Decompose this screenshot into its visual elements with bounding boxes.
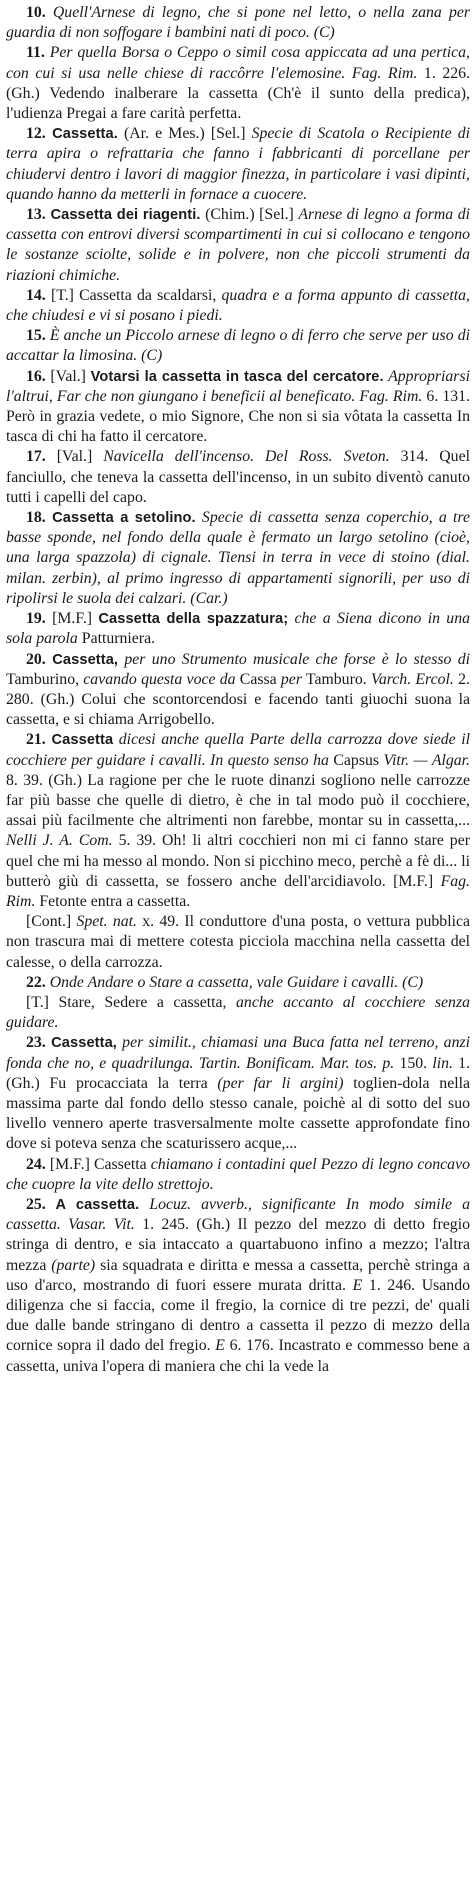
entry-citation: 1. (Gh.) Fu procacciata la terra [6, 1054, 471, 1092]
entry-citation: 1. 245. (Gh.) Il pezzo del mezzo di detto fregio stringa di dentro, e sia intaccato a quartabuono infino a mezzo; l'altra mezza [6, 1216, 470, 1274]
entry-definition: (parte) [46, 1256, 96, 1274]
entry-tag: [M.F.] [45, 610, 99, 628]
entry-definition: Navicella dell'incenso. Del Ross. Sveton. [103, 448, 390, 466]
entry-citation-source: Nelli J. A. Com. [6, 832, 113, 850]
entry-17 [6, 447, 470, 508]
entry-citation-source: E [210, 1337, 225, 1355]
entry-headword: Cassetta a setolino. [45, 510, 196, 527]
entry-citation: 5. 39. Oh! li altri cocchieri non mi ci fanno stare per quel che mi ha messo al mondo. Non si picchino meco, perchè a fè di... li butterò giù di cassetta, se fossero anche dell'arcidiavolo. [M.F.] [6, 832, 470, 890]
entry-headword: Cassetta [45, 732, 114, 749]
entry-citation-source: Varch. Ercol. [366, 670, 454, 688]
entry-number: 16. [26, 367, 46, 385]
entry-definition: per uno Strumento musicale che forse è lo stesso di [118, 650, 470, 668]
entry-tag: (Ar. e Mes.) [Sel.] [117, 125, 252, 143]
entry-definition: quadra e a forma appunto di cassetta, che chiudesi e vi si posano i piedi. [6, 286, 470, 325]
entry-number: 13. [26, 206, 46, 224]
entry-tag: [T.] Cassetta da scaldarsi, [45, 286, 222, 304]
entry-18 [6, 508, 470, 609]
entry-definition: cavando questa voce da [79, 670, 236, 688]
entry-definition: Arnese di legno a forma di cassetta con entrovi diversi scompartimenti in cui si collocano e tengono le sostanze sciolte, solide e in polvere, non che piccoli strumenti da riazioni chimiche. [6, 206, 470, 284]
entry-number: 10. [26, 4, 46, 21]
entry-number: 17. [26, 448, 46, 466]
entry-headword: Cassetta, [45, 1035, 117, 1052]
entry-citation: 8. 39. (Gh.) La ragione per che le ruote dinanzi sogliono nelle carrozze far più basse che quelle di dietro, è che in tal modo può il cocchiere, assai più facilmente che altrimenti non farebbe, montar su in cassetta,... [6, 771, 470, 830]
entry-number: 22. [26, 973, 46, 991]
entry-text: 150. [394, 1054, 428, 1072]
entry-tag: [T.] [26, 993, 49, 1011]
entry-text: Tamburino, [6, 670, 80, 688]
entry-16 [6, 367, 470, 448]
entry-number: 11. [26, 44, 45, 62]
entry-definition: per similit., chiamasi una Buca fatta nel terreno, anzi fonda che no, e quadrilunga. Tartin. Bonificam. Mar. tos. p. [6, 1034, 470, 1072]
entry-number: 21. [26, 731, 46, 749]
entry-22 [6, 973, 470, 993]
entry-citation-source: Vitr. — Algar. [379, 751, 470, 769]
entry-number: 12. [26, 125, 46, 143]
entry-21 [6, 730, 470, 912]
entry-tag: [Cont.] [26, 913, 72, 931]
entry-definition: Specie di cassetta senza coperchio, a tre basse sponde, nel fondo della quale è fermato un largo setolino (cioè, una larga spazzola) di cignale. Tiensi in terra in vece di stoino (dial. milan. zerbin), al primo ingresso di appartamenti signorili, per uso di ripolirsi le suola dei calzari. (Car.) [6, 509, 470, 607]
entry-citation: 6. 131. Però in grazia vedete, o mio Signore, Che non si sia vôtata la cassetta In tasca di chi ha fatto il cercatore. [6, 387, 470, 446]
entry-number: 20. [26, 650, 46, 668]
entry-12 [6, 124, 470, 205]
entry-headword: Cassetta della spazzatura; [98, 611, 289, 628]
entry-definition: Onde Andare o Stare a cassetta, vale Guidare i cavalli. (C) [45, 973, 424, 991]
entry-10 [6, 3, 470, 43]
entry-headword: Cassetta dei riagenti. [45, 207, 201, 224]
entry-19 [6, 609, 470, 649]
entry-headword: Votarsi la cassetta in tasca del cercatore. [90, 368, 384, 385]
entry-tag: (Chim.) [Sel.] [200, 206, 299, 224]
entry-definition: lin. [427, 1054, 453, 1072]
entry-text: Capsus [328, 751, 380, 769]
entry-24 [6, 1155, 470, 1195]
entry-citation-source: Spet. nat. [71, 913, 137, 931]
entry-citation-source: Fag. Rim. [6, 872, 470, 910]
entry-number: 25. [26, 1195, 46, 1213]
entry-citation-source: E [345, 1276, 363, 1294]
entry-headword: Cassetta. [45, 126, 118, 143]
entry-citation: Patturniera. [77, 630, 156, 648]
entry-definition: chiamano i contadini quel Pezzo di legno concavo che cuopre la vite dello strettojo. [6, 1155, 470, 1193]
entry-citation: Fetonte entra a cassetta. [35, 892, 191, 910]
entry-definition: per [276, 670, 302, 688]
entry-text: Stare, Sedere a cassetta, [48, 993, 227, 1011]
entry-citation: 1. 246. Usando diligenza che si faccia, come il fregio, la cornice di tre pezzi, de' quali due dalle bande stringano di dentro a cassetta il pezzo di mezzo della cornice sopra il dado del fregio. [6, 1276, 470, 1355]
entry-text: Cassa [235, 670, 277, 688]
entry-citation: toglien-dola nella massima parte dal fondo dello stesso canale, poichè al di sotto del suo livello vennero aperte trasversalmente molte cassette approfondate fino dove si poteva senza che scaturissero acque,... [6, 1074, 471, 1153]
entry-number: 18. [26, 509, 46, 527]
entry-tag: [M.F.] Cassetta [45, 1155, 151, 1173]
entry-20 [6, 650, 470, 731]
entry-text: Tamburo. [301, 670, 367, 688]
entry-number: 19. [26, 610, 46, 628]
entry-22-cont [6, 993, 470, 1033]
entry-15 [6, 326, 470, 366]
entry-tag: [Val.] [45, 367, 91, 385]
entry-definition: dicesi anche quella Parte della carrozza dove siede il cocchiere per guidare i cavalli. In questo senso ha [6, 731, 470, 769]
entry-definition: anche accanto al cocchiere senza guidare. [6, 993, 471, 1032]
entry-number: 15. [26, 327, 46, 345]
entry-definition: Appropriarsi l'altrui, Far che non giungano i beneficii al beneficato. Fag. Rim. [6, 367, 470, 405]
entry-citation: 2. 280. (Gh.) Colui che scontorcendosi e facendo tanti giuochi suona la cassetta, e si chiama Arrigobello. [6, 670, 470, 729]
entry-citation: 1. 226. (Gh.) Vedendo inalberare la cassetta (Ch'è il sunto della predica), l'udienza Pregai a fare carità perfetta. [6, 64, 471, 123]
entry-11 [6, 43, 470, 124]
entry-definition: che a Siena dicono in una sola parola [6, 610, 470, 648]
entry-14 [6, 286, 470, 326]
entry-citation: sia squadrata e diritta e messa a cassetta, perchè stringa a uso d'arco, mostrando di fuori essere murata dritta. [6, 1256, 470, 1294]
entry-25 [6, 1195, 470, 1377]
entry-definition: Specie di Scatola o Recipiente di terra apira o refrattaria che fanno i fabbricanti di porcellane per chiudervi dentro i lavori di maggior finezza, in particolare i vasi dipinti, quando hanno da metterli in fornace a cuocere. [6, 125, 471, 203]
entry-13 [6, 205, 470, 286]
entry-headword: Cassetta, [45, 651, 119, 668]
entry-definition: (per far li argini) [207, 1074, 344, 1092]
entry-definition: Locuz. avverb., significante In modo simile a cassetta. Vasar. Vit. [6, 1195, 470, 1234]
entry-number: 24. [26, 1155, 46, 1173]
entry-citation: 6. 176. Incastrato e commesso bene a cassetta, univa l'opera di maniera che chi la vede la [6, 1337, 470, 1375]
entry-citation: x. 49. Il conduttore d'una posta, o vettura pubblica non trascura mai di mettere cotesta picciola macchina nella cassetta del calesse, o della carrozza. [6, 913, 470, 971]
entry-citation: 314. Quel fanciullo, che teneva la cassetta dell'incenso, in un subito diventò canuto tutti i capelli del capo. [6, 448, 470, 506]
entry-headword: A cassetta. [45, 1196, 140, 1213]
entry-number: 14. [26, 286, 46, 304]
entry-text: Quell'Arnese di legno, che si pone nel letto, o nella zana per guardia di non soffogare i bambini nati di poco. (C) [6, 4, 470, 42]
entry-23 [6, 1033, 470, 1154]
entry-definition: Per quella Borsa o Ceppo o simil cosa appiccata ad una pertica, con cui si usa nelle chiese di raccôrre l'elemosine. Fag. Rim. [6, 44, 470, 82]
entry-number: 23. [26, 1034, 46, 1052]
entry-tag: [Val.] [45, 448, 104, 466]
entry-definition: È anche un Piccolo arnese di legno o di ferro che serve per uso di accattar la limosina. (C) [6, 327, 470, 365]
entry-21-cont [6, 912, 470, 973]
